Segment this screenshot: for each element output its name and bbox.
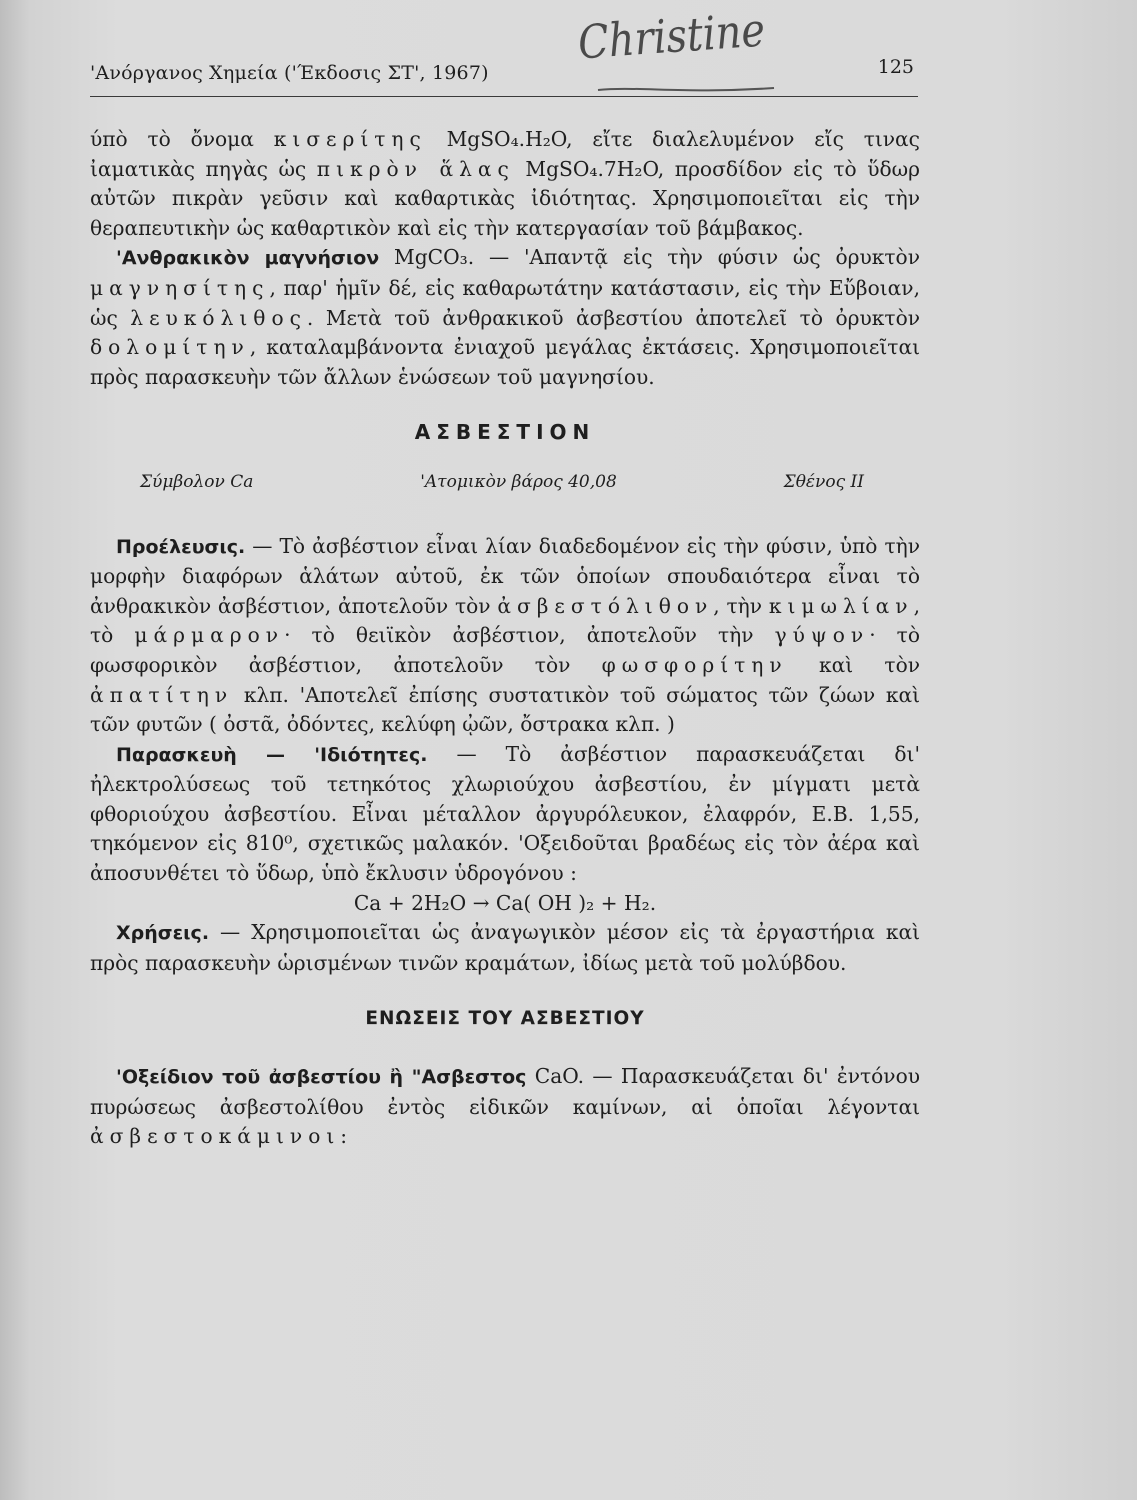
text-run: ύπὸ τὸ ὄνομα	[90, 127, 274, 151]
text-run: , τὴν	[713, 593, 769, 618]
paragraph-kiserite	[90, 125, 920, 243]
text-run: MgCO₃. — 'Απαντᾷ εἰς τὴν φύσιν ὡς ὀρυκτὸν	[379, 245, 920, 270]
spaced-term: κισερίτης	[273, 127, 427, 151]
spaced-term: πικρὸν ἅλας	[316, 156, 515, 181]
paragraph-calcium-oxide	[90, 1062, 920, 1152]
text-run: — Χρησιμοποιεῖται ὡς ἀναγωγικὸν μέσον εἰς τὰ ἐργαστήρια καὶ πρὸς παρασκευὴν ὡρισμένων τινῶν κραμάτων, ἰδίως μετὰ τοῦ μολύβδου.	[90, 920, 920, 975]
text-run: , τὸ	[90, 593, 920, 648]
bold-heading: 'Οξείδιον τοῦ ἀσβεστίου ἢ "Ασβεστος	[116, 1066, 527, 1089]
spaced-term: μάρμαρον	[134, 623, 285, 648]
bold-heading: 'Ανθρακικὸν μαγνήσιον	[116, 247, 380, 270]
element-valence: Σθένος II	[783, 471, 864, 492]
text-run: · τὸ θειϊκὸν ἀσβέστιον, ἀποτελοῦν τὴν	[284, 623, 775, 648]
page-number: 125	[877, 56, 914, 78]
spaced-term: λευκόλιθος	[130, 305, 307, 330]
text-run: CaO. — Παρασκευάζεται δι' ἐντόνου πυρώσεως ἀσβεστολίθου ἐντὸς εἰδικῶν καμίνων, αἱ ὁποῖαι λέγονται	[90, 1064, 920, 1119]
spaced-term: μαγνησίτης	[90, 275, 270, 300]
text-run: καὶ τὸν	[787, 652, 921, 677]
element-title: ΑΣΒΕΣΤΙΟΝ	[414, 420, 596, 445]
text-run: κλπ. 'Αποτελεῖ ἐπίσης συστατικὸν τοῦ σώματος τῶν ζώων καὶ τῶν φυτῶν ( ὀστᾶ, ὀδόντες, κελύφη ᾠῶν, ὄστρακα κλπ. )	[90, 682, 920, 737]
paragraph-magnesium-carbonate	[90, 243, 920, 392]
element-atomic-weight: 'Ατομικὸν βάρος 40,08	[420, 471, 617, 492]
text-run: MgSO₄.H₂O, εἴτε διαλελυμένον εἴς τινας ἰαματικὰς πηγὰς ὡς	[90, 127, 920, 181]
spaced-term: ἀσβεστοκάμινοι	[90, 1124, 341, 1149]
bold-heading: Παρασκευὴ — 'Ιδιότητες.	[116, 743, 428, 766]
spaced-term: γύψον	[774, 623, 870, 648]
spaced-term: δολομίτην	[90, 335, 250, 360]
paragraph-uses	[90, 918, 920, 978]
running-head: 'Ανόργανος Χημεία ('Έκδοσις ΣΤ', 1967)	[90, 62, 489, 84]
bold-heading: Χρήσεις.	[116, 922, 210, 945]
handwritten-signature: Christine	[576, 4, 767, 70]
spaced-term: κιμωλίαν	[768, 593, 914, 618]
text-run: — Τὸ ἀσβέστιον παρασκευάζεται δι' ἠλεκτρολύσεως τοῦ τετηκότος χλωριούχου ἀσβεστίου, ἐν μίγματι μετὰ φθοριούχου ἀσβεστίου. Εἶναι μέταλλον ἀργυρόλευκον, ἐλαφρόν, Ε.Β. 1,55, τηκόμενον εἰς 810⁰, σχετικῶς μαλακόν. 'Οξειδοῦται βραδέως εἰς τὸν ἀέρα καὶ ἀποσυνθέτει τὸ ὕδωρ, ὑπὸ ἔκλυσιν ὑδρογόνου :	[90, 741, 921, 886]
text-run: · τὸ φωσφορικὸν ἀσβέστιον, ἀποτελοῦν τὸν	[90, 623, 920, 677]
element-symbol: Σύμβολον Ca	[140, 471, 254, 492]
text-run: — Τὸ ἀσβέστιον εἶναι λίαν διαδεδομένον εἰς τὴν φύσιν, ὑπὸ τὴν μορφὴν διαφόρων ἁλάτων αὐτοῦ, ἐκ τῶν ὁποίων σπουδαιότερα εἶναι τὸ ἀνθρακικὸν ἀσβέστιον, ἀποτελοῦν τὸν	[90, 533, 920, 618]
element-properties	[90, 468, 920, 498]
paragraph-origin	[90, 532, 920, 740]
page-body	[90, 125, 920, 1152]
spaced-term: ἀπατίτην	[90, 682, 234, 707]
page-header	[90, 56, 918, 97]
chemical-equation: Ca + 2H₂O → Ca( OH )₂ + H₂.	[353, 890, 657, 915]
text-run: MgSO₄.7H₂O, προσδίδον εἰς τὸ ὕδωρ αὐτῶν πικρὰν γεῦσιν καὶ καθαρτικὰς ἰδιότητας. Χρησιμοποιεῖται εἰς τὴν θεραπευτικὴν ὡς καθαρτικὸν καὶ εἰς τὴν κατεργασίαν τοῦ βάμβακος.	[90, 156, 920, 240]
text-run: :	[340, 1124, 348, 1149]
bold-heading: Προέλευσις.	[116, 535, 246, 558]
paragraph-preparation	[90, 740, 920, 889]
text-run: . Μετὰ τοῦ ἀνθρακικοῦ ἀσβεστίου ἀποτελεῖ τὸ ὀρυκτὸν	[306, 305, 920, 330]
spaced-term: φωσφορίτην	[601, 652, 788, 677]
signature-flourish	[596, 84, 776, 96]
text-run: , παρ' ἡμῖν δέ, εἰς καθαρωτάτην κατάστασιν, εἰς τὴν Εὔβοιαν, ὡς	[90, 275, 920, 330]
text-run: , καταλαμβάνοντα ἐνιαχοῦ μεγάλας ἐκτάσεις. Χρησιμοποιεῖται πρὸς παρασκευὴν τῶν ἄλλων ἑνώσεων τοῦ μαγνησίου.	[90, 335, 920, 389]
spaced-term: ἀσβεστόλιθον	[497, 593, 714, 618]
section-title: ΕΝΩΣΕΙΣ ΤΟΥ ΑΣΒΕΣΤΙΟΥ	[365, 1008, 645, 1030]
